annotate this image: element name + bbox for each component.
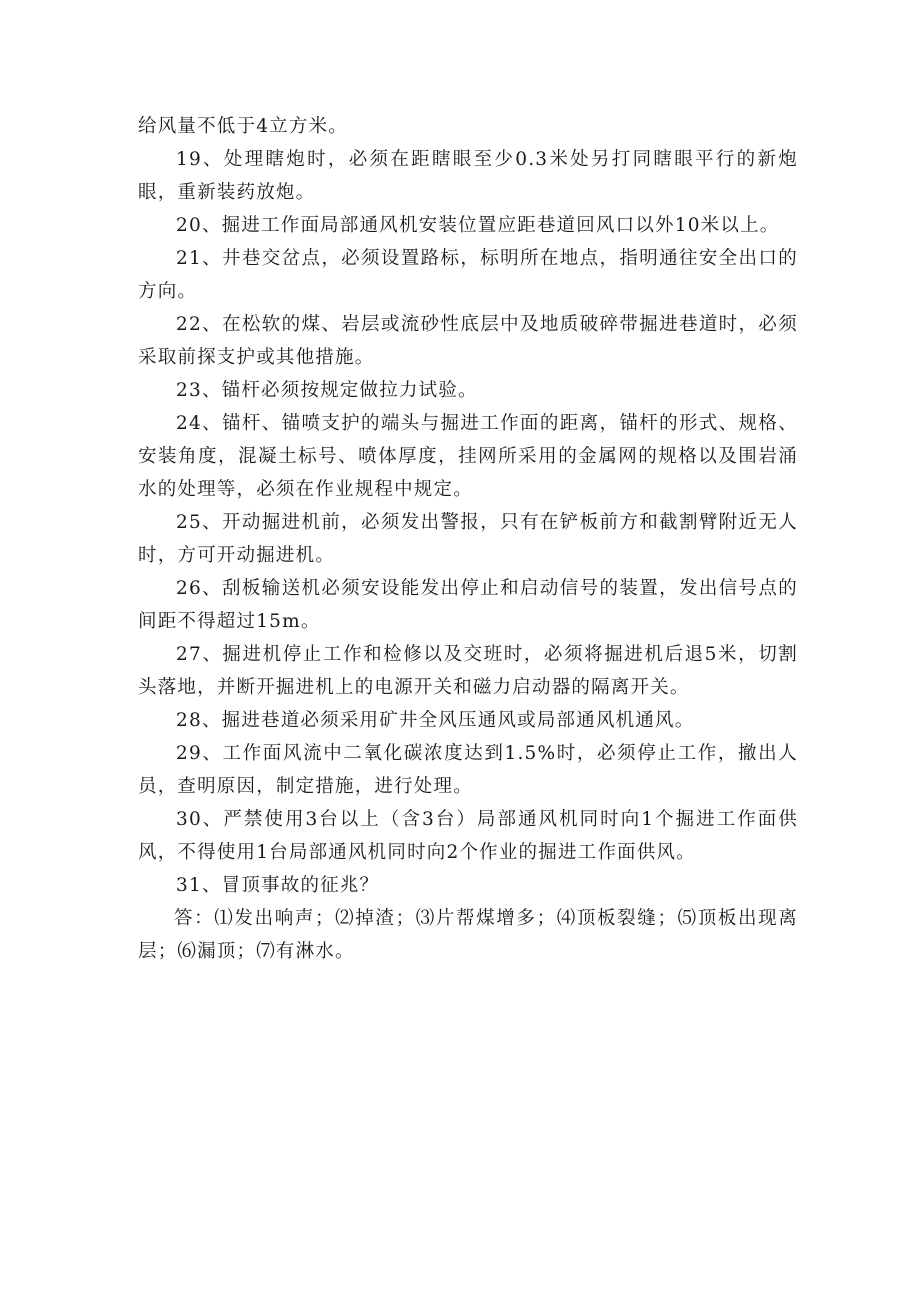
paragraph-item-29: 29、工作面风流中二氧化碳浓度达到1.5%时，必须停止工作，撤出人员，查明原因，制定措施，进行处理。 <box>138 743 798 797</box>
paragraph-item-31-answer: 答：⑴发出响声；⑵掉渣；⑶片帮煤增多；⑷顶板裂缝；⑸顶板出现离层；⑹漏顶；⑺有淋水。 <box>138 908 798 962</box>
paragraph-item-25: 25、开动掘进机前，必须发出警报，只有在铲板前方和截割臂附近无人时，方可开动掘进机。 <box>138 512 798 566</box>
paragraph-item-31-question: 31、冒顶事故的征兆？ <box>176 875 380 896</box>
paragraph-item-22: 22、在松软的煤、岩层或流砂性底层中及地质破碎带掘进巷道时，必须采取前探支护或其他措施。 <box>138 314 798 368</box>
paragraph-item-30: 30、严禁使用3台以上（含3台）局部通风机同时向1个掘进工作面供风，不得使用1台局部通风机同时向2个作业的掘进工作面供风。 <box>138 809 798 863</box>
paragraph-item-27: 27、掘进机停止工作和检修以及交班时，必须将掘进机后退5米，切割头落地，并断开掘进机上的电源开关和磁力启动器的隔离开关。 <box>138 644 798 698</box>
paragraph-item-24: 24、锚杆、锚喷支护的端头与掘进工作面的距离，锚杆的形式、规格、安装角度，混凝土标号、喷体厚度，挂网所采用的金属网的规格以及围岩涌水的处理等，必须在作业规程中规定。 <box>138 413 798 500</box>
paragraph-item-26: 26、刮板输送机必须安设能发出停止和启动信号的装置，发出信号点的间距不得超过15m。 <box>138 578 798 632</box>
document-page <box>138 110 798 968</box>
paragraph-item-19: 19、处理瞎炮时，必须在距瞎眼至少0.3米处另打同瞎眼平行的新炮眼，重新装药放炮。 <box>138 149 798 203</box>
paragraph-continuation: 给风量不低于4立方米。 <box>138 116 348 137</box>
paragraph-item-28: 28、掘进巷道必须采用矿井全风压通风或局部通风机通风。 <box>176 710 695 731</box>
paragraph-item-21: 21、井巷交岔点，必须设置路标，标明所在地点，指明通往安全出口的方向。 <box>138 248 798 302</box>
paragraph-item-23: 23、锚杆必须按规定做拉力试验。 <box>176 380 478 401</box>
paragraph-item-20: 20、掘进工作面局部通风机安装位置应距巷道回风口以外10米以上。 <box>176 215 780 236</box>
